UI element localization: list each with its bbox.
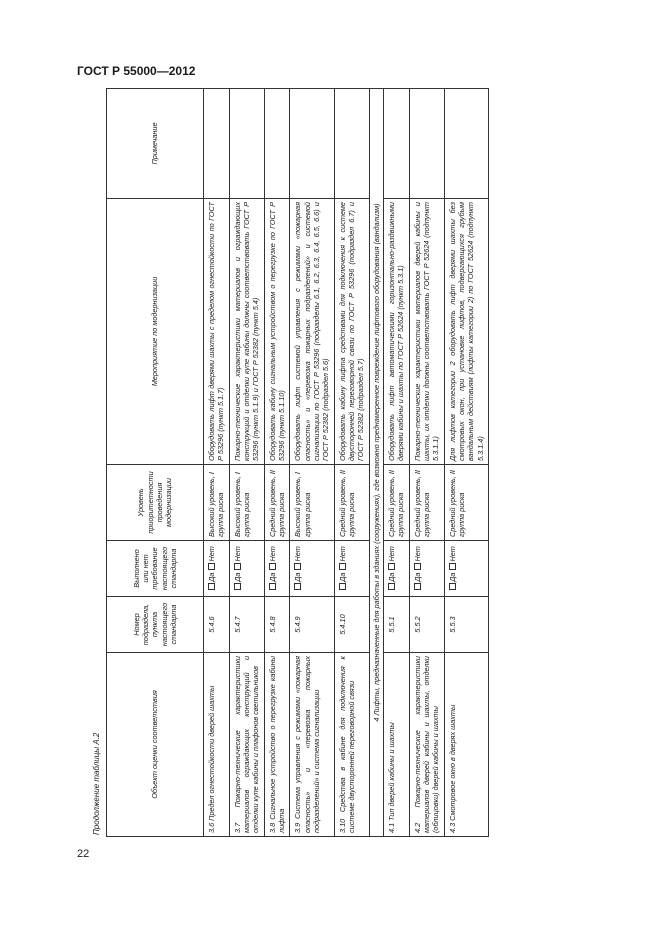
cell-priority: Высокий уровень, I группа риска	[204, 465, 230, 541]
cell-fulfilled	[229, 541, 264, 597]
no-checkbox[interactable]	[449, 563, 456, 570]
cell-note	[204, 89, 230, 199]
col-header-priority: Уровень приоритетности проведения модернизации	[107, 465, 204, 541]
col-header-subsection: Номер подраздела, пункта настоящего стандарта	[107, 597, 204, 653]
cell-subsection: 5.4.8	[264, 597, 290, 653]
table-row	[290, 89, 334, 837]
cell-measures: Оборудовать кабину лифта средствами для подключения к системе двусторонней переговорной связи по ГОСТ Р 53296 (подраздел 6.7) и ГОСТ Р 52382 (подраздел 5.7)	[334, 199, 369, 465]
cell-note	[290, 89, 334, 199]
col-header-note: Примечание	[107, 89, 204, 199]
cell-measures: Пожарно-технические характеристики материалов дверей кабины и шахты, их отделки должны соответствовать ГОСТ Р 52624 (подпункт 5.3.1.1)	[409, 199, 444, 465]
table-caption: Продолжение таблицы А.2	[92, 732, 101, 835]
cell-fulfilled	[334, 541, 369, 597]
col-header-object: Объект оценки соответствия	[107, 653, 204, 837]
table-row	[444, 89, 488, 837]
cell-fulfilled	[290, 541, 334, 597]
table-row	[334, 89, 369, 837]
yes-label: Да	[412, 572, 422, 582]
cell-priority: Средний уровень, II группа риска	[334, 465, 369, 541]
no-label: Нет	[232, 546, 242, 562]
cell-subsection: 5.5.2	[409, 597, 444, 653]
yes-label: Да	[267, 572, 277, 582]
no-label: Нет	[386, 546, 396, 562]
no-label: Нет	[447, 546, 457, 562]
table-row	[204, 89, 230, 837]
cell-note	[334, 89, 369, 199]
yes-checkbox[interactable]	[208, 583, 215, 590]
no-label: Нет	[293, 546, 303, 562]
cell-subsection: 5.4.6	[204, 597, 230, 653]
rotated-table-block	[88, 89, 614, 837]
yes-label: Да	[386, 572, 396, 582]
cell-note	[229, 89, 264, 199]
cell-priority: Средний уровень, II группа риска	[409, 465, 444, 541]
yes-checkbox[interactable]	[414, 583, 421, 590]
cell-object: 3.9 Система управления с режимами «пожарная опасность» и «перевозка пожарных подразделений» и система сигнализации	[290, 653, 334, 837]
no-label: Нет	[267, 546, 277, 562]
cell-object: 3.7 Пожарно-технические характеристики материалов ограждающих конструкций и отделки купе кабины и плафонов светильников	[229, 653, 264, 837]
no-label: Нет	[207, 546, 216, 562]
no-label: Нет	[412, 546, 422, 562]
assessment-table	[106, 88, 489, 837]
cell-object: 4.1 Тип дверей кабины и шахты	[383, 653, 409, 837]
col-header-fulfilled: Выполнено или нет требование настоящего стандарта	[107, 541, 204, 597]
cell-note	[383, 89, 409, 199]
yes-label: Да	[207, 572, 216, 582]
yes-checkbox[interactable]	[269, 583, 276, 590]
table-row	[229, 89, 264, 837]
cell-object: 4.3 Смотровое окно в дверях шахты	[444, 653, 488, 837]
no-checkbox[interactable]	[294, 563, 301, 570]
cell-priority: Средний уровень, II группа риска	[383, 465, 409, 541]
yes-checkbox[interactable]	[294, 583, 301, 590]
cell-fulfilled	[264, 541, 290, 597]
col-header-measures: Мероприятие по модернизации	[107, 199, 204, 465]
no-checkbox[interactable]	[414, 563, 421, 570]
cell-measures: Оборудовать кабину сигнальным устройством о перегрузке по ГОСТ Р 53296 (пункт 5.1.10)	[264, 199, 290, 465]
section-header-row	[369, 89, 383, 837]
cell-fulfilled	[444, 541, 488, 597]
cell-subsection: 5.4.10	[334, 597, 369, 653]
yes-label: Да	[337, 572, 347, 582]
table-row	[264, 89, 290, 837]
page-number: 22	[77, 848, 90, 860]
cell-subsection: 5.4.7	[229, 597, 264, 653]
cell-note	[264, 89, 290, 199]
table-row	[383, 89, 409, 837]
no-label: Нет	[337, 546, 347, 562]
cell-note	[409, 89, 444, 199]
section-4-title: 4 Лифты, предназначенные для работы в зданиях (сооружениях), где возможно преднамеренное повреждение лифтового оборудования (вандализм)	[369, 89, 383, 837]
yes-checkbox[interactable]	[388, 583, 395, 590]
yes-checkbox[interactable]	[449, 583, 456, 590]
cell-measures: Пожарно-технические характеристики материалов и ограждающих конструкций и отделки купе кабины должны соответствовать ГОСТ Р 53296 (пункт 5.1.9) и ГОСТ Р 52382 (пункт 5.4)	[229, 199, 264, 465]
yes-checkbox[interactable]	[339, 583, 346, 590]
cell-priority: Высокий уровень, I группа риска	[229, 465, 264, 541]
cell-priority: Высокий уровень, I группа риска	[290, 465, 334, 541]
cell-subsection: 5.5.1	[383, 597, 409, 653]
cell-object: 3.10 Средства в кабине для подключения к системе двусторонней переговорной связи	[334, 653, 369, 837]
yes-label: Да	[447, 572, 457, 582]
yes-label: Да	[232, 572, 242, 582]
cell-measures: Для лифтов категории 2 оборудовать лифт дверями шахты без смотровых окон, при установке лифтов, подвергающихся грубым вандальным действиям (лифты категории 2) по ГОСТ 52624 (подпункт 5.3.1.4)	[444, 199, 488, 465]
cell-priority: Средний уровень, II группа риска	[444, 465, 488, 541]
cell-object: 3.6 Предел огнестойкости дверей шахты	[204, 653, 230, 837]
cell-measures: Оборудовать лифт автоматическими горизонтально-раздвижными дверями кабины и шахты по ГОСТ Р 52624 (пункт 5.3.1)	[383, 199, 409, 465]
cell-object: 4.2 Пожарно-технические характеристики материалов дверей кабины и шахты, отделки (облицовки) дверей кабины и шахты	[409, 653, 444, 837]
cell-priority: Средний уровень, II группа риска	[264, 465, 290, 541]
no-checkbox[interactable]	[234, 563, 241, 570]
yes-checkbox[interactable]	[234, 583, 241, 590]
cell-measures: Оборудовать лифт системой управления с режимами «пожарная опасность» и «перевозка пожарных подразделений» и системой сигнализации по ГОСТ Р 53296 (подразделы 6.1, 6.2, 6.3, 6.4, 6.5, 6.6) и ГОСТ Р 52382 (подраздел 5.6)	[290, 199, 334, 465]
cell-fulfilled	[409, 541, 444, 597]
cell-object: 3.8 Сигнальное устройство о перегрузке кабины лифта	[264, 653, 290, 837]
cell-subsection: 5.4.9	[290, 597, 334, 653]
table-row	[409, 89, 444, 837]
cell-measures: Оборудовать лифт дверями шахты с пределом огнестойкости по ГОСТ Р 53296 (пункт 5.1.7)	[204, 199, 230, 465]
no-checkbox[interactable]	[269, 563, 276, 570]
cell-note	[444, 89, 488, 199]
no-checkbox[interactable]	[339, 563, 346, 570]
cell-subsection: 5.5.3	[444, 597, 488, 653]
cell-fulfilled	[204, 541, 230, 597]
table-header-row	[107, 89, 204, 837]
no-checkbox[interactable]	[208, 563, 215, 570]
no-checkbox[interactable]	[388, 563, 395, 570]
document-header: ГОСТ Р 55000—2012	[77, 64, 196, 78]
yes-label: Да	[293, 572, 303, 582]
cell-fulfilled	[383, 541, 409, 597]
